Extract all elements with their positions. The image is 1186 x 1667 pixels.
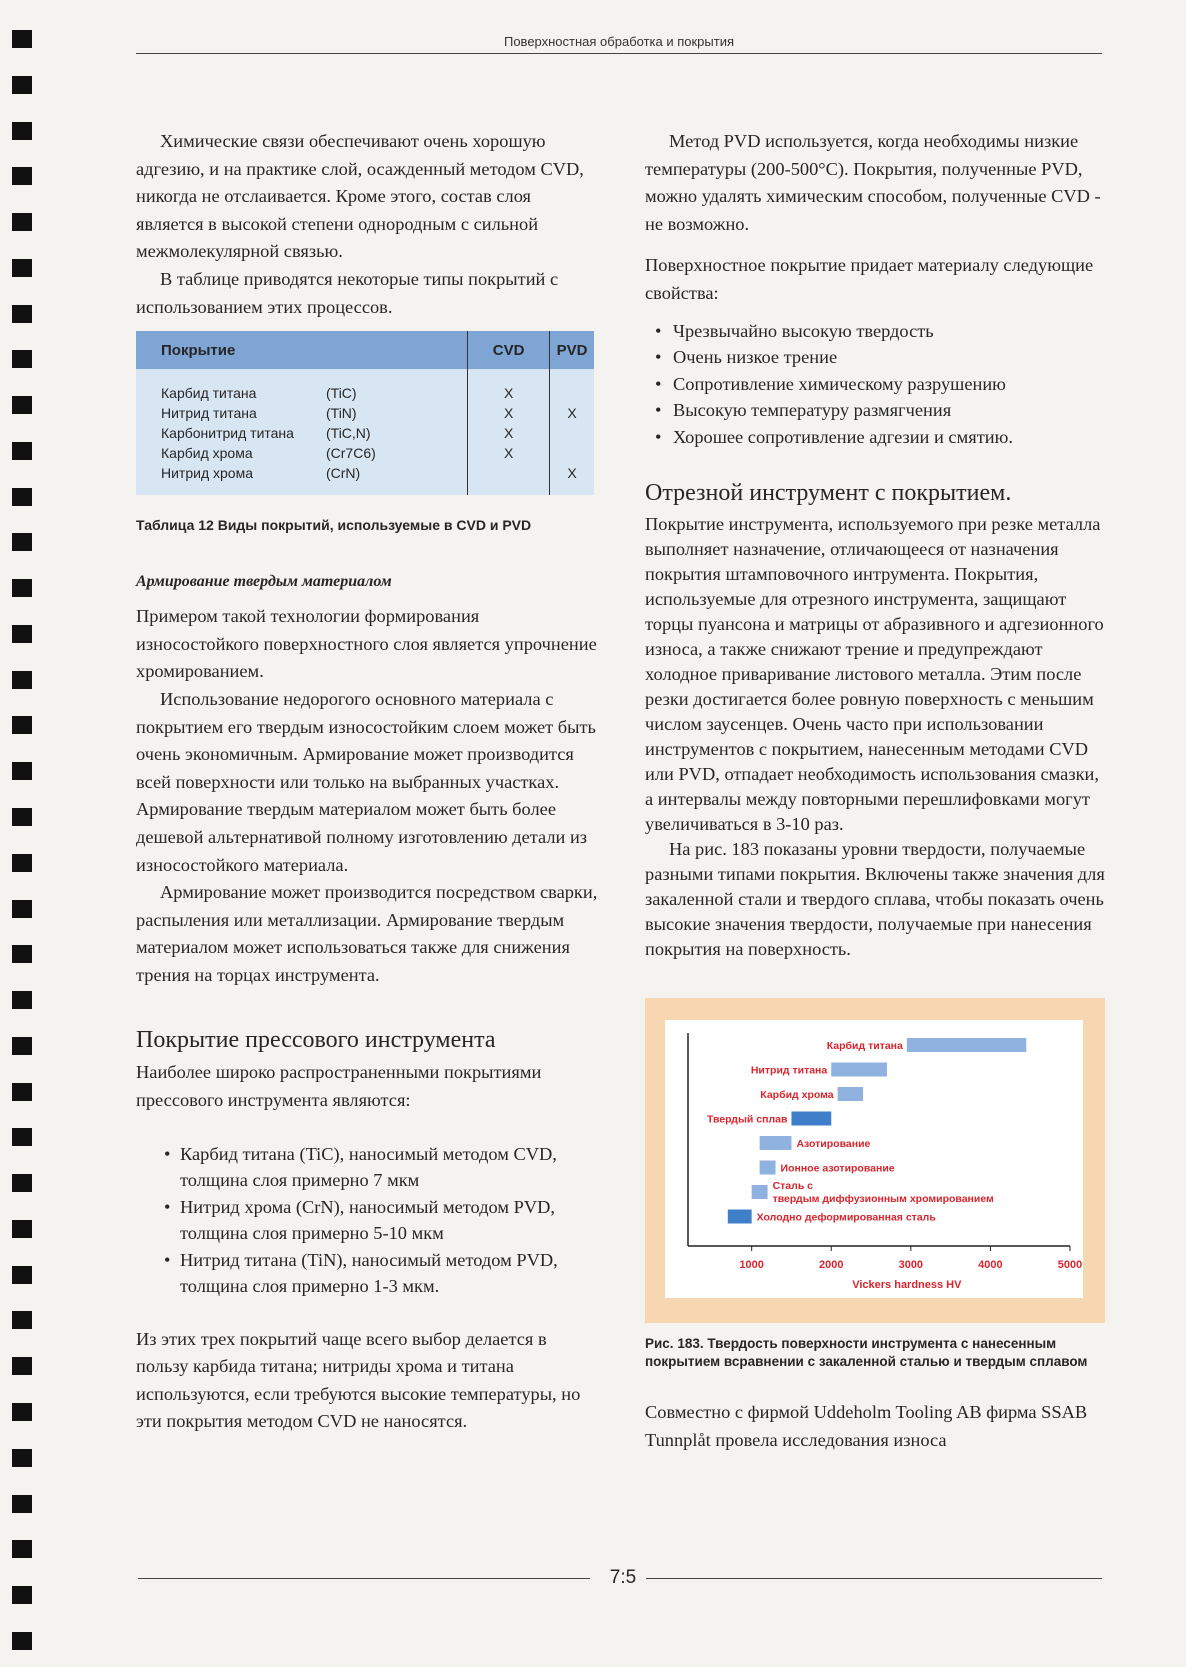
paragraph: Покрытие инструмента, используемого при резке металла выполняет назначение, отличающееся от назначения покрытия штамповочного интрумента. Покрытия, используемые для отрезного инструмента, защищают торцы пуансона и матрицы от абразивного и адгезионного износа, а также снижают трение и предупреждают холодное приваривание листового металла. Этим после резки достигается более ровную поверхность с меньшим числом заусенцев. Очень часто при использовании инструментов с покрытием, нанесенным методами CVD или PVD, отпадает необходимость использования смазки, а интервалы между повторными перешлифовками могут увеличиваться в 3-10 раз. [645, 514, 1104, 835]
bar-label: Карбид хрома [760, 1089, 834, 1102]
table-row: Карбид хрома (Cr7C6) X [136, 443, 594, 463]
bar-label: Азотирование [796, 1138, 871, 1151]
list-item: • Высокую температуру размягчения [645, 397, 1105, 424]
table-row: Нитрид хрома (CrN) X [136, 463, 594, 483]
paragraph: На рис. 183 показаны уровни твердости, получаемые разными типами покрытия. Включены также значения для закаленной стали и твердого сплава, чтобы показать очень высокие значения твердости, получаемые при нанесения покрытия на поверхность. [645, 839, 1105, 960]
x-axis-label: Vickers hardness HV [852, 1279, 962, 1292]
table-header: PVD [550, 331, 594, 369]
chart-bar [907, 1038, 1026, 1052]
table-row: Карбид титана (TiC) X [136, 383, 594, 403]
bar-label: Карбид титана [826, 1040, 903, 1053]
footer-rule [138, 1578, 590, 1579]
paragraph: Армирование может производится посредством сварки, распыления или металлизации. Армирование твердым материалом может использоваться также для снижения трения на торцах инструмента. [136, 882, 598, 985]
list-item: • Очень низкое трение [645, 344, 1105, 371]
paragraph: Метод PVD используется, когда необходимы низкие температуры (200-500°C). Покрытия, полученные PVD, можно удалять химическим способом, полученные CVD - не возможно. [645, 131, 1101, 234]
chart-svg [645, 998, 1105, 1323]
list-item: • Хорошее сопротивление адгезии и смятию. [645, 424, 1105, 451]
properties-list [645, 318, 1105, 451]
bar-label: Сталь с [772, 1180, 814, 1193]
table-row: Нитрид титана (TiN) X X [136, 403, 594, 423]
sub-heading: Армирование твердым материалом [136, 573, 392, 591]
bar-label: Холодно деформированная сталь [756, 1211, 936, 1224]
chart-bar [760, 1136, 792, 1150]
list-item: • Нитрид титана (TiN), наносимый методом PVD, толщина слоя примерно 1-3 мкм. [136, 1247, 601, 1300]
section-heading: Покрытие прессового инструмента [136, 1027, 496, 1054]
paragraph: Использование недорогого основного материала с покрытием его твердым износостойким слоем может быть очень экономичным. Армирование может производится всей поверхности или только на выбранных участках. Армирование твердым материалом может быть более дешевой альтернативой полному изготовлению детали из износостойкого материала. [136, 688, 596, 875]
right-column [645, 128, 1105, 1454]
list-item: • Сопротивление химическому разрушению [645, 371, 1105, 398]
running-head: Поверхностная обработка и покрытия [136, 34, 1102, 54]
bar-label: Ионное азотирование [780, 1162, 895, 1175]
paragraph: Из этих трех покрытий чаще всего выбор делается в пользу карбида титана; нитриды хрома и титана используются, если требуются высокие температуры, но эти покрытия методом CVD не наносятся. [136, 1328, 581, 1432]
chart-bar [791, 1112, 831, 1126]
x-tick-label: 2000 [819, 1259, 844, 1272]
paragraph: Примером такой технологии формирования износостойкого поверхностного слоя является упрочнение хромированием. [136, 606, 597, 682]
footer-rule [646, 1578, 1102, 1579]
bar-label: Твердый сплав [706, 1113, 788, 1126]
chart-bar [760, 1161, 776, 1175]
paragraph: Наиболее широко распространенными покрытиями прессового инструмента являются: [136, 1062, 542, 1111]
paragraph: Поверхностное покрытие придает материалу следующие свойства: [645, 255, 1094, 303]
coatings-table [136, 331, 594, 495]
x-tick-label: 1000 [739, 1259, 764, 1272]
x-tick-label: 3000 [898, 1259, 924, 1272]
hardness-chart [645, 998, 1105, 1323]
table-caption: Таблица 12 Виды покрытий, используемые в CVD и PVD [136, 517, 532, 534]
paragraph: Совместно с фирмой Uddeholm Tooling AB фирма SSAB Tunnplåt провела исследования износа [645, 1402, 1088, 1450]
table-header: Покрытие [136, 331, 468, 369]
table-row: Карбонитрид титана (TiC,N) X [136, 423, 594, 443]
coatings-list [136, 1141, 601, 1300]
chart-bar [831, 1063, 887, 1077]
figure-caption: Рис. 183. Твердость поверхности инструмента с нанесенным покрытием всравнении с закаленной сталью и твердым сплавом [645, 1336, 1088, 1370]
page-number: 7:5 [609, 1567, 637, 1588]
bar-label: Нитрид титана [750, 1064, 828, 1077]
paragraph: В таблице приводятся некоторые типы покрытий с использованием этих процессов. [136, 268, 559, 317]
chart-bar [728, 1210, 752, 1224]
bar-label: твердым диффузионным хромированием [772, 1193, 994, 1206]
chart-bar [838, 1087, 863, 1101]
section-heading: Отрезной инструмент с покрытием. [645, 480, 1012, 507]
chart-bar [752, 1185, 768, 1199]
paragraph: Химические связи обеспечивают очень хорошую адгезию, и на практике слой, осажденный методом CVD, никогда не отслаивается. Кроме этого, состав слоя является в высокой степени однородным с сильной межмолекулярной связью. [136, 131, 584, 262]
list-item: • Нитрид хрома (CrN), наносимый методом PVD, толщина слоя примерно 5-10 мкм [136, 1194, 601, 1247]
left-column [136, 128, 601, 1436]
x-tick-label: 4000 [978, 1259, 1003, 1272]
table-header: CVD [468, 331, 550, 369]
list-item: • Карбид титана (TiC), наносимый методом CVD, толщина слоя примерно 7 мкм [136, 1141, 601, 1194]
list-item: • Чрезвычайно высокую твердость [645, 318, 1105, 345]
plot-background [665, 1020, 1083, 1298]
x-tick-label: 5000 [1057, 1259, 1083, 1272]
spiral-binding [12, 30, 34, 1650]
